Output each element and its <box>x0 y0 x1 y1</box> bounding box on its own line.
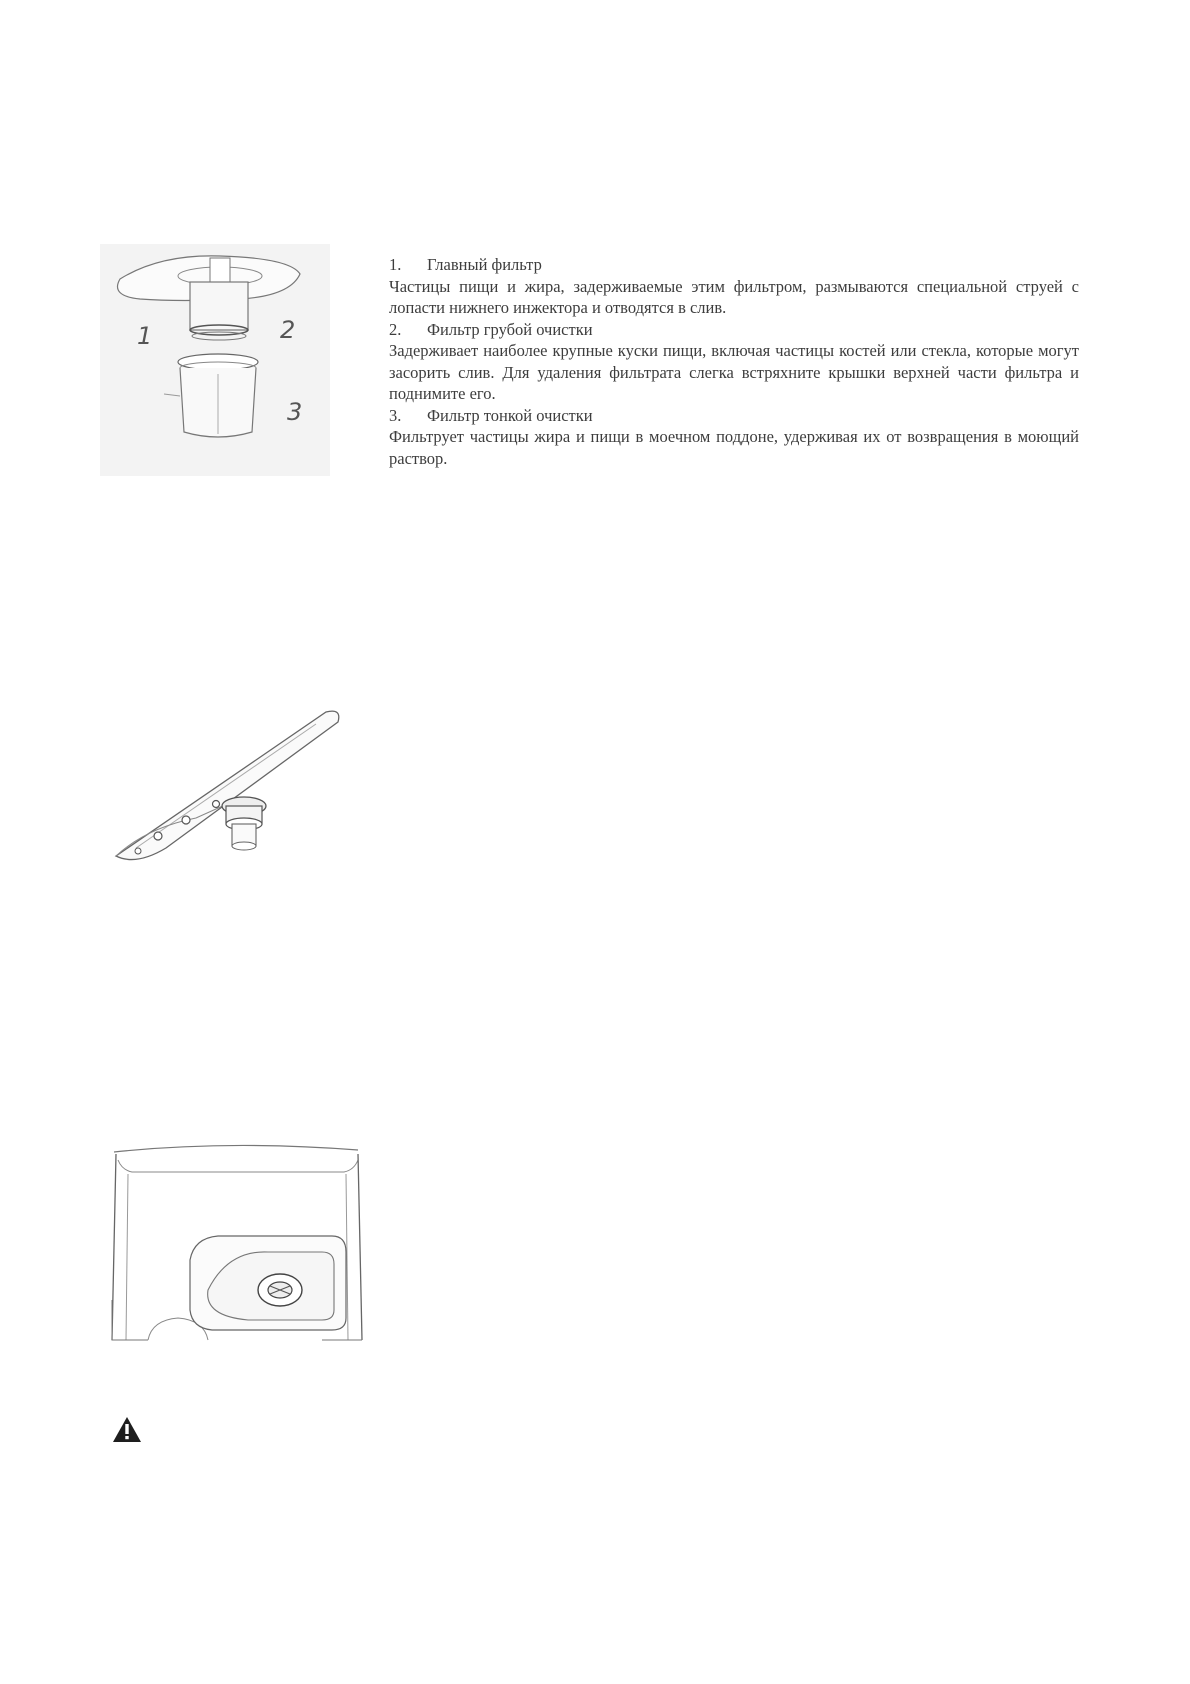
filter-descriptions <box>389 254 1079 469</box>
filter-assembly-illustration <box>100 244 330 476</box>
warning-triangle-icon <box>112 1416 142 1443</box>
item-body: Задерживает наиболее крупные куски пищи, включая частицы костей или стекла, которые могут засорить слив. Для удаления фильтрата слегка встряхните крышки верхней части фильтра и поднимите его. <box>389 341 1079 403</box>
item-body: Фильтрует частицы жира и пищи в моечном поддоне, удерживая их от возвращения в моющий раствор. <box>389 427 1079 468</box>
spray-arm-illustration <box>76 708 356 868</box>
filter-item-coarse <box>389 319 1079 405</box>
filter-item-fine <box>389 405 1079 470</box>
item-number: 1. <box>389 255 402 274</box>
callout-2: 2 <box>280 316 296 344</box>
item-body: Частицы пищи и жира, задерживаемые этим фильтром, размываются специальной струей с лопасти нижнего инжектора и отводятся в слив. <box>389 276 1079 317</box>
item-title: Фильтр тонкой очистки <box>427 405 593 425</box>
item-title: Фильтр грубой очистки <box>427 319 593 339</box>
tub-sump-drawing <box>108 1140 368 1350</box>
item-title: Главный фильтр <box>427 255 542 274</box>
callout-3: 3 <box>287 398 303 426</box>
item-number: 3. <box>389 405 402 425</box>
callout-1: 1 <box>137 322 153 350</box>
filter-item-main <box>389 254 1079 319</box>
filter-assembly-drawing <box>100 244 330 476</box>
tub-sump-illustration <box>108 1140 368 1350</box>
item-number: 2. <box>389 319 402 339</box>
spray-arm-drawing <box>76 708 356 868</box>
